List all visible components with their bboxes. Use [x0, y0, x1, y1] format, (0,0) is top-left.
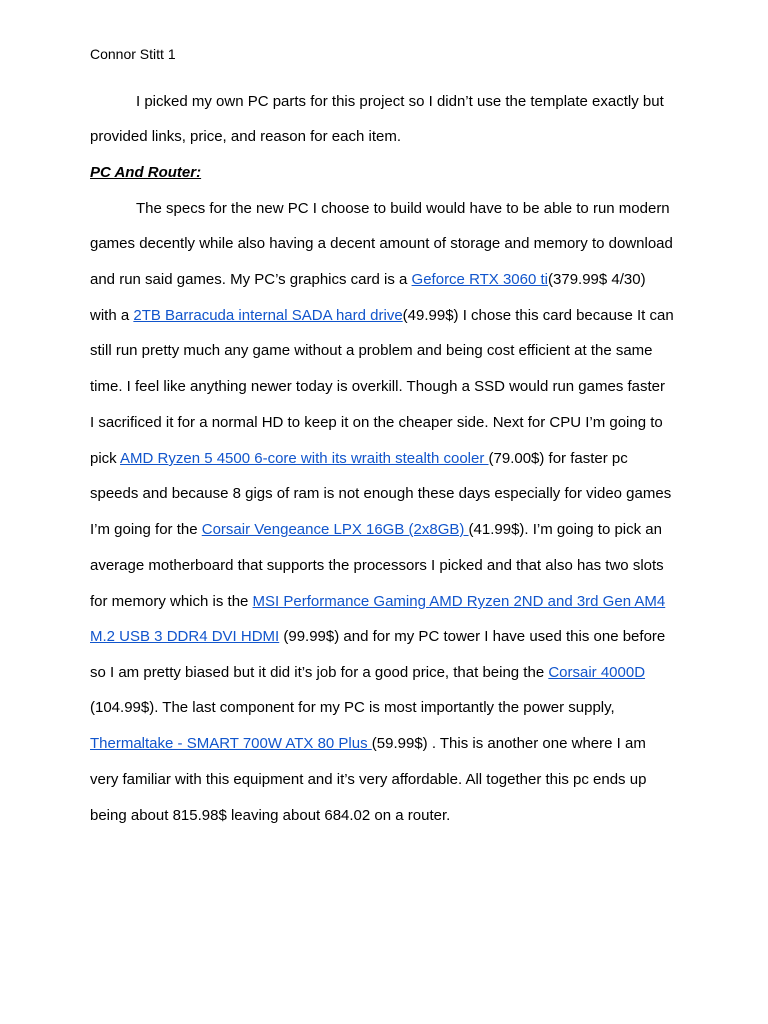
body-line-15: (104.99$). The last component for my PC is most importantly the power supply, — [90, 699, 615, 716]
running-head: Connor Stitt 1 — [90, 46, 176, 62]
body-text: with a — [90, 307, 134, 324]
body-text: (49.99$) I chose this card because It can — [402, 307, 674, 324]
body-line-4 — [90, 306, 674, 326]
body-text: (99.99$) and for my PC tower I have used this one before — [279, 628, 666, 645]
body-line-9: speeds and because 8 gigs of ram is not enough these days especially for video games — [90, 485, 672, 502]
body-line-6: time. I feel like anything newer today is overkill. Though a SSD would run games faster — [90, 378, 666, 395]
body-line-12 — [90, 592, 665, 612]
body-text: for memory which is the — [90, 593, 253, 610]
body-line-13 — [90, 627, 665, 647]
body-text: (379.99$ 4/30) — [548, 271, 646, 288]
link-corsair-4000d[interactable]: Corsair 4000D — [548, 664, 646, 681]
link-barracuda-hard-drive[interactable]: 2TB Barracuda internal SADA hard drive — [133, 307, 403, 324]
body-line-16 — [90, 734, 646, 754]
link-geforce-rtx-3060-ti[interactable]: Geforce RTX 3060 ti — [411, 271, 549, 288]
link-thermaltake-psu[interactable]: Thermaltake - SMART 700W ATX 80 Plus — [90, 735, 372, 752]
section-heading: PC And Router: — [90, 164, 202, 181]
body-line-1: The specs for the new PC I choose to build would have to be able to run modern — [136, 200, 670, 217]
body-line-11: average motherboard that supports the processors I picked and that also has two slots — [90, 557, 664, 574]
body-line-14 — [90, 663, 645, 683]
body-text: pick — [90, 450, 121, 467]
body-text: I’m going for the — [90, 521, 202, 538]
link-msi-motherboard-continued[interactable]: M.2 USB 3 DDR4 DVI HDMI — [90, 628, 280, 645]
body-text: and run said games. My PC’s graphics card is a — [90, 271, 412, 288]
body-line-10 — [90, 520, 662, 540]
link-corsair-vengeance-lpx[interactable]: Corsair Vengeance LPX 16GB (2x8GB) — [201, 521, 469, 538]
intro-line-2: provided links, price, and reason for each item. — [90, 128, 401, 145]
body-line-5: still run pretty much any game without a problem and being cost efficient at the same — [90, 342, 653, 359]
body-line-3 — [90, 270, 646, 290]
body-text: (41.99$). I’m going to pick an — [468, 521, 662, 538]
link-amd-ryzen-5-4500[interactable]: AMD Ryzen 5 4500 6-core with its wraith stealth cooler — [120, 450, 489, 467]
body-text: so I am pretty biased but it did it’s job for a good price, that being the — [90, 664, 549, 681]
body-line-8 — [90, 449, 628, 469]
body-line-2: games decently while also having a decent amount of storage and memory to download — [90, 235, 673, 252]
body-text: (59.99$) . This is another one where I am — [371, 735, 646, 752]
body-line-7: I sacrificed it for a normal HD to keep it on the cheaper side. Next for CPU I’m going to — [90, 414, 663, 431]
link-msi-motherboard[interactable]: MSI Performance Gaming AMD Ryzen 2ND and 3rd Gen AM4 — [252, 593, 666, 610]
body-text: (79.00$) for faster pc — [488, 450, 628, 467]
body-line-18: being about 815.98$ leaving about 684.02 on a router. — [90, 807, 451, 824]
body-line-17: very familiar with this equipment and it’s very affordable. All together this pc ends up — [90, 771, 647, 788]
intro-line-1: I picked my own PC parts for this project so I didn’t use the template exactly but — [136, 93, 664, 110]
